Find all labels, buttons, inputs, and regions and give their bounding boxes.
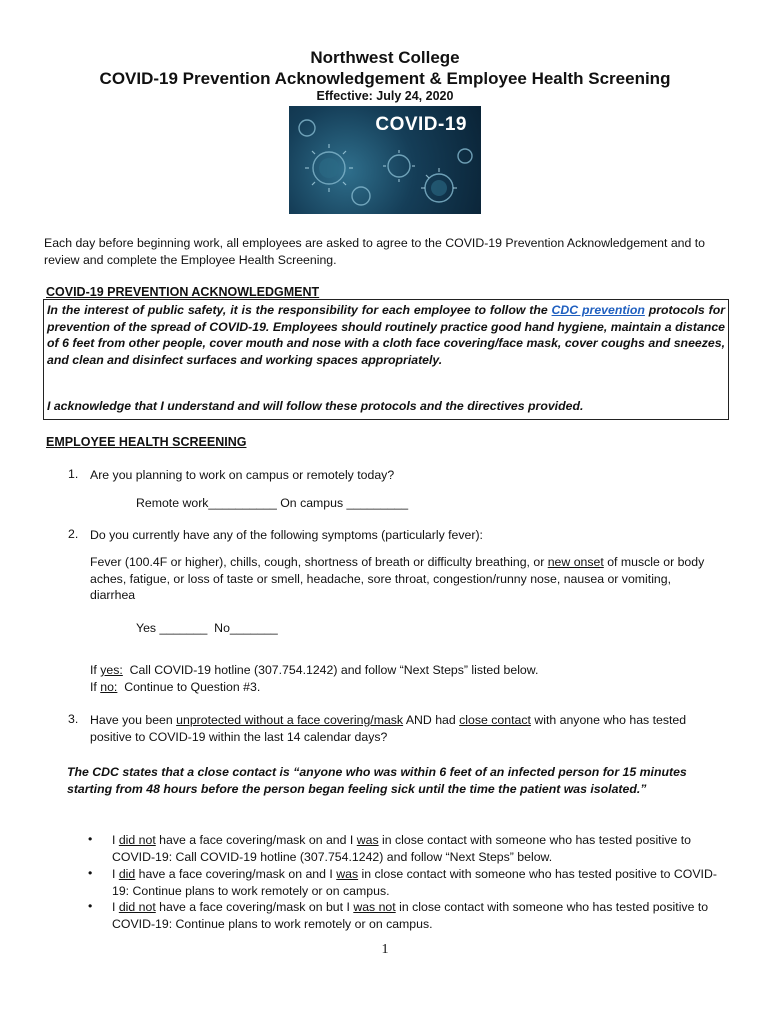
effective-date: Effective: July 24, 2020 [316,89,454,103]
b3-u2: was not [353,900,396,914]
b1-a: I [112,833,119,847]
b3-c: in close contact with someone who has tested positive to COVID-19: Continue plans to work remotely or on campus. [112,900,709,931]
intro-paragraph: Each day before beginning work, all employees are asked to agree to the COVID-19 Prevention Acknowledgement and to review and complete the Employee Health Screening. [44,236,706,267]
covid-banner-image [289,106,481,214]
if-yes-label: yes: [100,663,123,677]
q1-number: 1. [68,467,79,481]
document-title-block [0,47,770,89]
document-title: COVID-19 Prevention Acknowledgement & Employee Health Screening [99,69,671,88]
b1-c: in close contact with someone who has tested positive to COVID-19: Call COVID-19 hotline (307.754.1242) and follow “Next Steps” below. [112,833,691,864]
b3-a: I [112,900,119,914]
bullet-2 [112,866,722,899]
b2-b: have a face covering/mask on and I [135,867,337,881]
b2-a: I [112,867,119,881]
ack-text-start: In the interest of public safety, it is the responsibility for each employee to follow the [47,303,552,317]
if-no-label: no: [100,680,118,694]
q3-unprotected: unprotected without a face covering/mask [176,713,404,727]
cdc-quote: The CDC states that a close contact is “anyone who was within 6 feet of an infected person for 15 minutes starting from 48 hours before the person began feeling sick until the time the patient was isolated.” [67,765,687,796]
b1-b: have a face covering/mask on and I [155,833,357,847]
b3-u1: did not [118,900,156,914]
q1-text: Are you planning to work on campus or remotely today? [90,468,395,482]
q2-text: Do you currently have any of the following symptoms (particularly fever): [90,528,483,542]
q3-close-contact: close contact [459,713,531,727]
symptoms-part-a: Fever (100.4F or higher), chills, cough, shortness of breath or difficulty breathing, or [90,555,548,569]
q2-number: 2. [68,527,79,541]
ack-statement: I acknowledge that I understand and will follow these protocols and the directives provided. [47,399,584,413]
b2-u1: did [118,867,136,881]
if-word: If [90,663,101,677]
ack-paragraph [47,302,725,368]
q2-yes-no: Yes _______ No_______ [136,621,278,635]
b3-b: have a face covering/mask on but I [155,900,354,914]
bullet-dot: • [88,832,93,846]
if-no-text: Continue to Question #3. [117,680,261,694]
bullet-dot: • [88,899,93,913]
q3-number: 3. [68,712,79,726]
b2-u2: was [336,867,359,881]
bullet-dot: • [88,866,93,880]
cdc-prevention-link[interactable]: CDC prevention [551,303,645,317]
b2-c: in close contact with someone who has tested positive to COVID-19: Continue plans to work remotely or on campus. [112,867,717,898]
bullet-3 [112,899,722,932]
q3-part-2: AND had [403,713,460,727]
q2-symptoms [90,554,710,604]
symptoms-part-b: of muscle or body aches, fatigue, or loss of taste or smell, headache, sore throat, congestion/runny nose, nausea or vomiting, diarrhea [90,555,705,602]
bullet-1 [112,832,722,865]
ack-heading: COVID-19 PREVENTION ACKNOWLEDGMENT [46,285,320,299]
q3-part-3: with anyone who has tested positive to COVID-19 within the last 14 calendar days? [90,713,687,744]
screening-heading: EMPLOYEE HEALTH SCREENING [46,435,247,449]
b1-u1: did not [118,833,156,847]
q1-options: Remote work__________ On campus _________ [136,496,409,510]
page-number: 1 [381,942,389,957]
ack-text-end: protocols for prevention of the spread of COVID-19. Employees should routinely practice good hand hygiene, maintain a distance of 6 feet from other people, cover mouth and nose with a cloth face covering/face mask, cover coughs and sneezes, and clean and disinfect surfaces and working spaces appropriately. [47,303,726,367]
q2-if-yes [90,662,538,679]
if-word: If [90,680,101,694]
if-yes-text: Call COVID-19 hotline (307.754.1242) and follow “Next Steps” listed below. [122,663,539,677]
b1-u2: was [356,833,379,847]
symptoms-new-onset: new onset [547,555,604,569]
q2-if-no [90,679,260,696]
banner-text: COVID-19 [375,114,467,135]
org-name: Northwest College [310,48,460,67]
q3-part-1: Have you been [90,713,177,727]
q3-text [90,712,725,745]
